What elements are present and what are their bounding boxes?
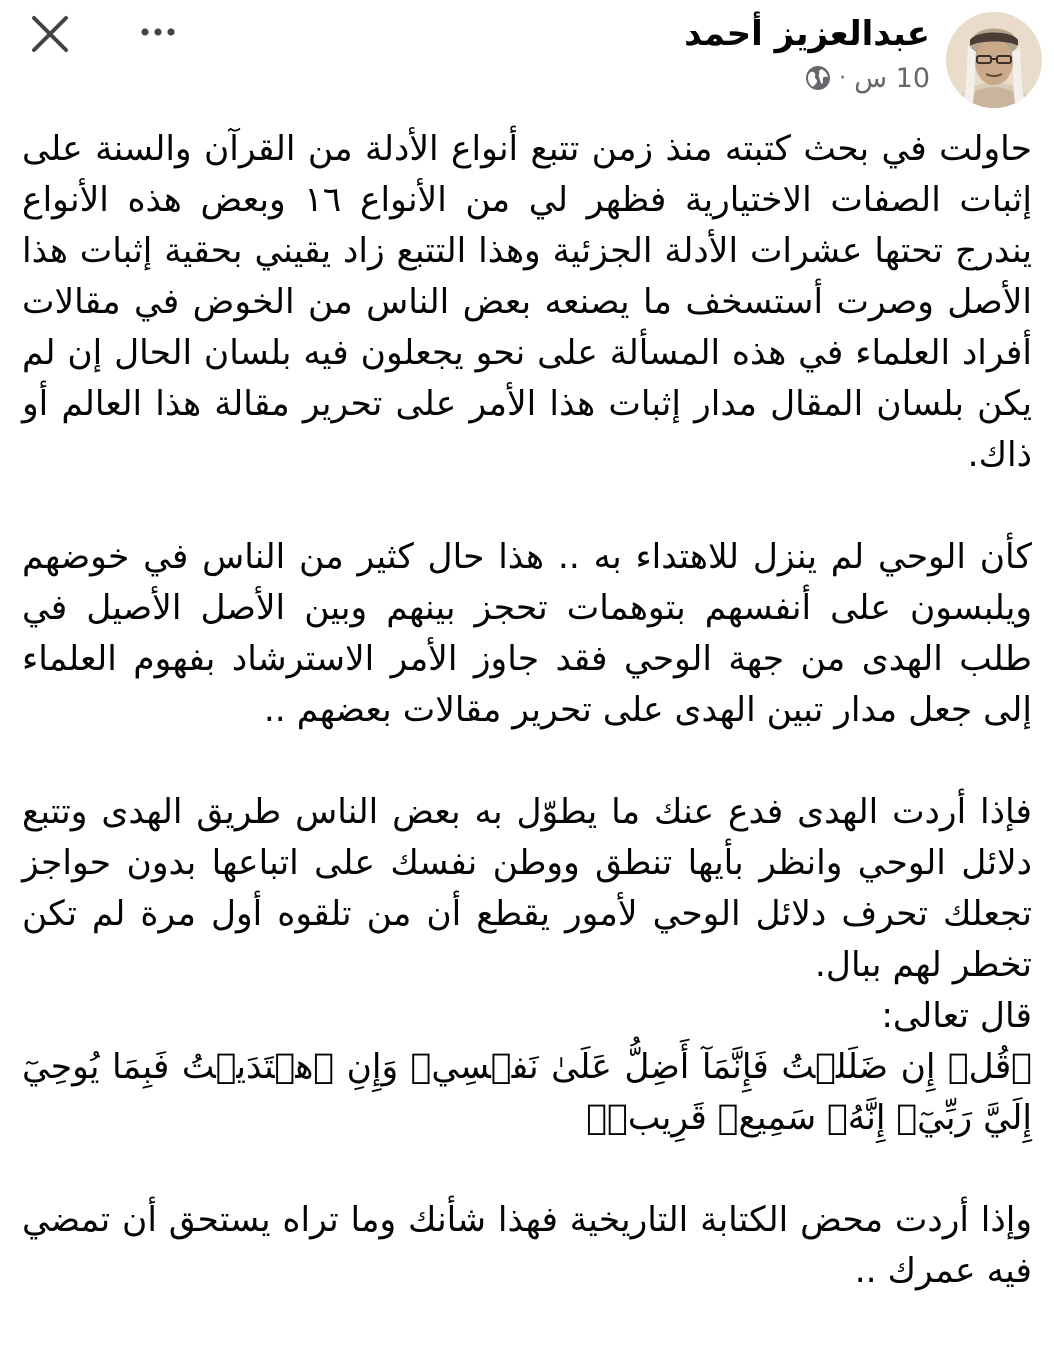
post-paragraph-3: فإذا أردت الهدى فدع عنك ما يطوّل به بعض الناس طريق الهدى وتتبع دلائل الوحي وانظر بأيها تنطق ووطن نفسك على اتباعها بدون حواجز تجعلك تحرف دلائل الوحي لأمور يقطع أن من تلقوه أول مرة لم تكن تخطر لهم ببال. [22, 792, 1032, 985]
more-horizontal-icon [140, 27, 176, 37]
post-paragraph-2: كأن الوحي لم ينزل للاهتداء به .. هذا حال كثير من الناس في خوضهم ويلبسون على أنفسهم بتوهمات تحجز بينهم وبين الأصل الأصيل في طلب الهدى من جهة الوحي فقد جاوز الأمر الاسترشاد بفهوم العلماء إلى جعل مدار تبين الهدى على تحرير مقالات بعضهم .. [22, 537, 1032, 730]
author-avatar[interactable] [946, 12, 1042, 108]
quran-verse: ﴿قُلۡ إِن ضَلَلۡتُ فَإِنَّمَآ أَضِلُّ عَلَىٰ نَفۡسِيۖ وَإِنِ ٱهۡتَدَيۡتُ فَبِمَا يُوحِيٓ إِلَيَّ رَبِّيٓۚ إِنَّهُۥ سَمِيعٞ قَرِيبٞ﴾ [22, 1047, 1032, 1138]
author-name[interactable]: عبدالعزيز أحمد [684, 14, 930, 54]
close-button[interactable] [26, 10, 74, 58]
meta-separator: · [839, 65, 847, 91]
close-icon [30, 14, 70, 54]
globe-icon [805, 65, 831, 91]
more-options-button[interactable] [134, 12, 182, 52]
post-body [22, 124, 1032, 1348]
post-paragraph-1: حاولت في بحث كتبته منذ زمن تتبع أنواع الأدلة من القرآن والسنة على إثبات الصفات الاختيارية فظهر لي من الأنواع ١٦ وبعض هذه الأنواع يندرج تحتها عشرات الأدلة الجزئية وهذا التتبع زاد يقيني بحقية إثبات هذا الأصل وصرت أستسخف ما يصنعه بعض الناس من الخوض في مقالات أفراد العلماء في هذه المسألة على نحو يجعلون فيه بلسان الحال إن لم يكن بلسان المقال مدار إثبات هذا الأمر على تحرير مقالة هذا العالم أو ذاك. [22, 129, 1032, 475]
avatar-portrait-icon [946, 12, 1042, 108]
post-header [0, 0, 1054, 112]
post-paragraph-4: وإذا أردت محض الكتابة التاريخية فهذا شأنك وما تراه يستحق أن تمضي فيه عمرك .. [22, 1200, 1032, 1291]
quote-intro: قال تعالى: [881, 996, 1032, 1036]
post-meta [805, 60, 930, 96]
post-time[interactable]: 10 س [854, 62, 930, 94]
